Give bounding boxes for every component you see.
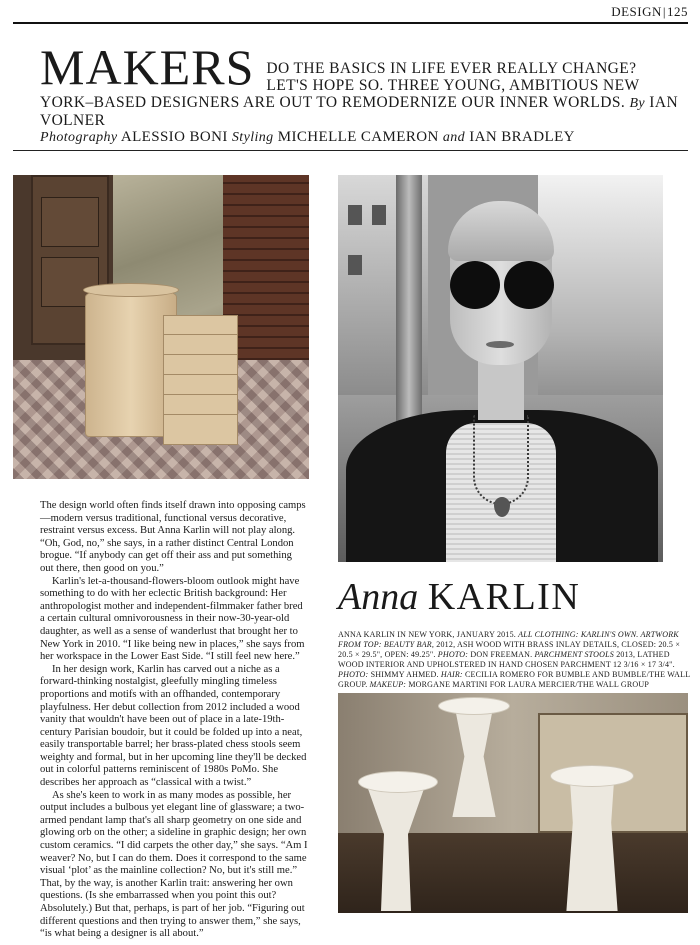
caption-part: PARCHMENT STOOLS [534, 650, 614, 659]
caption-part: MAKEUP: [369, 680, 407, 689]
credits [40, 129, 680, 146]
caption-part: SHIMMY AHMED. [370, 670, 439, 679]
caption-part: PHOTO: [437, 650, 469, 659]
caption-part: ALL CLOTHING: KARLIN'S OWN. ARTWORK FROM TOP: [338, 630, 679, 649]
sunglasses-right-lens [504, 261, 554, 309]
caption-part: MORGANE MARTINI FOR LAURA MERCIER/THE WALL GROUP [408, 680, 650, 689]
caption-part: 2013, LATHED WOOD INTERIOR AND UPHOLSTERED IN HAND CHOSEN PARCHMENT 12 3/16 × 17 3/4". [338, 650, 675, 669]
caption-part: 2012, ASH WOOD WITH BRASS INLAY DETAILS, CLOSED: 20.5 × 20.5 × 29.5", OPEN: 49.25". [338, 640, 681, 659]
deck-rest: LET'S HOPE SO. THREE YOUNG, AMBITIOUS NEW YORK–BASED DESIGNERS ARE OUT TO REMODERNIZE OUR INNER WORLDS. [40, 77, 640, 111]
body-paragraph: The design world often finds itself drawn into opposing camps—modern versus traditional, functional versus decorative, restraint versus excess. But Anna Karlin will not play along. “Oh, God, no,” she says, in a rather distinct Central London brogue. “If anybody can get off their ass and put something out there, then good on you.” [40, 500, 306, 574]
section-name: DESIGN [611, 4, 662, 19]
vanity-photo [13, 175, 309, 479]
headline: MAKERS [40, 39, 255, 95]
necklace-chain [473, 415, 529, 505]
stylist-name-1: MICHELLE CAMERON [277, 129, 439, 145]
top-rule [13, 22, 688, 24]
page-folio [611, 4, 688, 20]
article-body [40, 500, 308, 941]
designer-last-name: KARLIN [427, 576, 581, 618]
body-paragraph: In her design work, Karlin has carved out a niche as a forward-thinking nostalgist, gleefully mingling timeless proportions and motifs with an offhanded, contemporary playfulness. Her debut collection from 2012 included a wood vanity that wouldn't have been out of place in a late-19th-century Parisian boudoir, but it could be folded up into a neat, easily transportable barrel; her brass-plated chess stools seem weighty and formal, but in her upcoming line they'll be decked out in colorful patterns reminiscent of 1980s PoMo. She describes her approach as “classical with a twist.” [40, 663, 307, 789]
caption-part: PHOTO: [338, 670, 369, 679]
caption-part: ANNA KARLIN IN NEW YORK, JANUARY 2015. [338, 630, 516, 639]
byline-label: By [629, 96, 646, 111]
sunglasses-left-lens [450, 261, 500, 309]
deck-line-1: DO THE BASICS IN LIFE EVER REALLY CHANGE? [266, 60, 637, 77]
folio-separator: | [662, 4, 666, 19]
stylist-name-2: IAN BRADLEY [469, 129, 575, 145]
body-paragraph: Karlin's let-a-thousand-flowers-bloom outlook might have something to do with her eclectic British background: Her anthropologist mother and independent-filmmaker father bred a certain cultural omnivorousness in their now-30-year-old daughter, as well as a sense of wanderlust that brought her to New York in 2010. “I like being new in places,” she says from her workspace in the Lower East Side. “I still feel new here.” [40, 575, 305, 663]
stools-photo [338, 693, 688, 913]
caption-part: BEAUTY BAR, [383, 640, 435, 649]
caption-part: HAIR: [440, 670, 463, 679]
caption-part: CECILIA ROMERO FOR BUMBLE AND BUMBLE/THE WALL GROUP. [338, 670, 690, 689]
portrait-photo [338, 175, 663, 562]
page-number: 125 [667, 4, 688, 19]
styling-label: Styling [231, 130, 274, 145]
and-label: and [442, 130, 466, 145]
photographer-name: ALESSIO BONI [120, 129, 228, 145]
caption-part: DON FREEMAN. [470, 650, 533, 659]
designer-first-name: Anna [338, 576, 419, 618]
photo-caption [338, 630, 690, 690]
article-header [40, 39, 680, 146]
designer-name [338, 574, 663, 620]
body-paragraph: As she's keen to work in as many modes as possible, her output includes a bulbous yet elegant line of glassware; a two-armed pendant lamp that's all sharp geometry on one side and glowing orb on the other; a sideline in graphic design; her own custom ceramics. “I did carpets the other day,” she says. “Am I weaver? No, but I can do them. Does it correspond to the same visual ‘plot’ as the mainline collection? No, but it's still me.” That, by the way, is another Karlin trait: answering her own questions. (Is she embarrassed when you point this out? Absolutely.) But that, perhaps, is part of her job. “Figuring out different questions and then trying to answer them,” she says, “is what being a designer is all about.” [40, 789, 308, 940]
byline-name: IAN VOLNER [40, 94, 679, 129]
drawer-unit [163, 315, 238, 445]
photography-label: Photography [40, 130, 118, 145]
header-rule [13, 150, 688, 151]
